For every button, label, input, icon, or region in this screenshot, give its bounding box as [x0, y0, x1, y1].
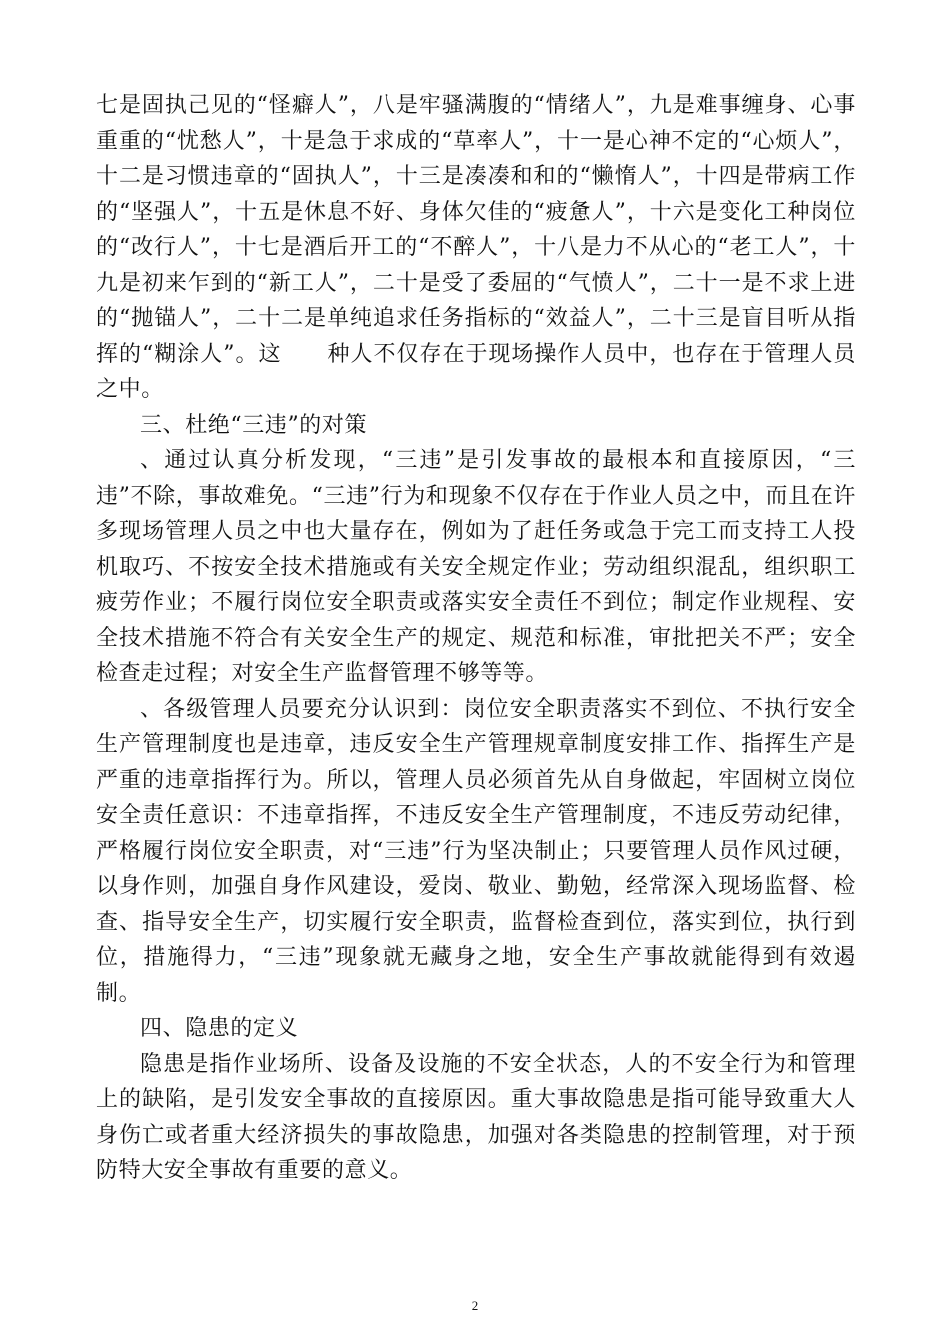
section-heading-three: 三、杜绝“三违”的对策	[140, 412, 368, 438]
paragraph-hazard-definition: 隐患是指作业场所、设备及设施的不安全状态，人的不安全行为和管理上的缺陷，是引发安全事故的直接原因。重大事故隐患是指可能导致重大人身伤亡或者重大经济损失的事故隐患，加强对各类隐患的控制管理，对于预防特大安全事故有重要的意义。	[96, 1051, 856, 1183]
document-page	[96, 88, 856, 1189]
paragraph-risk-persons-continued: 七是固执己见的“怪癖人”，八是牢骚满腹的“情绪人”，九是难事缠身、心事重重的“忧愁人”，十是急于求成的“草率人”，十一是心神不定的“心烦人”，十二是习惯违章的“固执人”，十三是凑凑和和的“懒惰人”，十四是带病工作的“坚强人”，十五是休息不好、身体欠佳的“疲惫人”，十六是变化工种岗位的“改行人”，十七是酒后开工的“不醉人”，十八是力不从心的“老工人”，十九是初来乍到的“新工人”，二十是受了委屈的“气愤人”，二十一是不求上进的“抛锚人”，二十二是单纯追求任务指标的“效益人”，二十三是盲目听从指挥的“糊涂人”。这 种人不仅存在于现场操作人员中，也存在于管理人员之中。	[96, 93, 856, 402]
paragraph-three-violations-analysis: 、通过认真分析发现，“三违”是引发事故的最根本和直接原因，“三违”不除，事故难免。“三违”行为和现象不仅存在于作业人员之中，而且在许多现场管理人员之中也大量存在，例如为了赶任务或急于完工而支持工人投机取巧、不按安全技术措施或有关安全规定作业；劳动组织混乱，组织职工疲劳作业；不履行岗位安全职责或落实安全责任不到位；制定作业规程、安全技术措施不符合有关安全生产的规定、规范和标准，审批把关不严；安全检查走过程；对安全生产监督管理不够等等。	[96, 448, 856, 686]
page-number: 2	[471, 1298, 479, 1313]
paragraph-management-responsibility: 、各级管理人员要充分认识到：岗位安全职责落实不到位、不执行安全生产管理制度也是违章，违反安全生产管理规章制度安排工作、指挥生产是严重的违章指挥行为。所以，管理人员必须首先从自身做起，牢固树立岗位安全责任意识：不违章指挥，不违反安全生产管理制度，不违反劳动纪律，严格履行岗位安全职责，对“三违”行为坚决制止；只要管理人员作风过硬，以身作则，加强自身作风建设，爱岗、敬业、勤勉，经常深入现场监督、检查、指导安全生产，切实履行安全职责，监督检查到位，落实到位，执行到位，措施得力，“三违”现象就无藏身之地，安全生产事故就能得到有效遏制。	[96, 696, 856, 1006]
section-heading-four: 四、隐患的定义	[140, 1016, 299, 1041]
